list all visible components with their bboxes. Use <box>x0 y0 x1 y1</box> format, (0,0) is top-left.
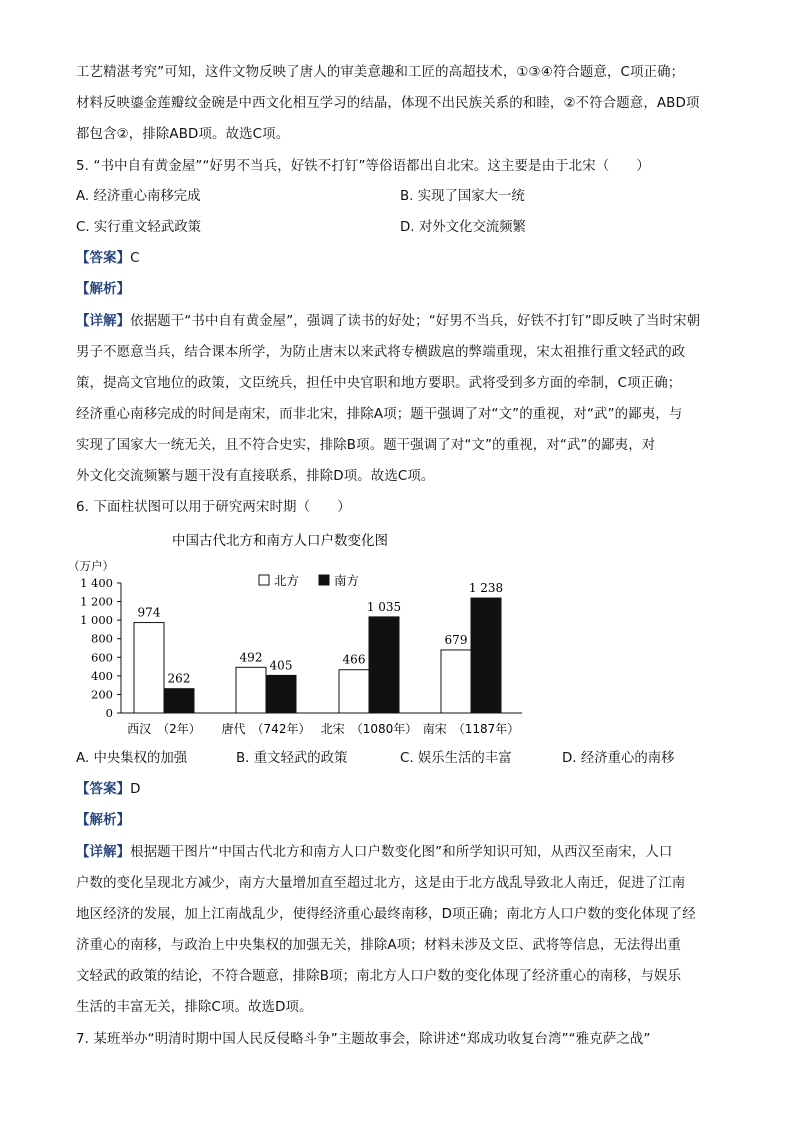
bar-value-label: 1 035 <box>366 599 402 614</box>
question-6-stem: 6. 下面柱状图可以用于研究两宋时期（ ） <box>76 500 351 515</box>
q6-detail-line: 户数的变化呈现北方减少，南方大量增加直至超过北方，这是由于北方战乱导致北人南迁，促进了江南 <box>76 876 686 891</box>
q5-option-c: C. 实行重文轻武政策 <box>76 220 201 235</box>
text-line: 材料反映鎏金莲瓣纹金碗是中西文化相互学习的结晶，体现不出民族关系的和睦，②不符合题意，ABD项 <box>76 96 700 111</box>
q5-detail-line: 经济重心南移完成的时间是南宋，而非北宋，排除A项；题干强调了对“文”的重视，对“武”的鄙夷，与 <box>76 407 683 422</box>
bar-north <box>441 650 471 713</box>
detail-tag: 【详解】 <box>76 845 131 860</box>
q5-detail-line <box>76 312 700 332</box>
q6-option-b: B. 重文轻武的政策 <box>236 751 348 766</box>
legend-label-north: 北方 <box>274 573 300 588</box>
bar-value-label: 974 <box>137 605 161 620</box>
bar-north <box>134 623 164 713</box>
legend-swatch-north <box>259 575 269 585</box>
q5-detail-line: 男子不愿意当兵，结合课本所学，为防止唐末以来武将专横跋扈的弊端重现，宋太祖推行重文轻武的政 <box>76 345 686 360</box>
legend-label-south: 南方 <box>334 573 360 588</box>
chart-title: 中国古代北方和南方人口户数变化图 <box>172 533 388 549</box>
bar-south <box>471 598 501 713</box>
q6-detail-line: 地区经济的发展，加上江南战乱少，使得经济重心最终南移，D项正确；南北方人口户数的变化体现了经 <box>76 907 696 922</box>
bar-south <box>164 689 194 713</box>
q6-detail-line: 生活的丰富无关，排除C项。故选D项。 <box>76 1000 313 1015</box>
q5-analysis-tag: 【解析】 <box>76 282 131 297</box>
q6-detail-line: 文轻武的政策的结论，不符合题意，排除B项；南北方人口户数的变化体现了经济重心的南移，与娱乐 <box>76 969 682 984</box>
y-tick-label: 1 400 <box>80 576 113 590</box>
text-line: 工艺精湛考究”可知，这件文物反映了唐人的审美意趣和工匠的高超技术，①③④符合题意，C项正确； <box>76 65 685 80</box>
q5-detail-line: 外文化交流频繁与题干没有直接联系，排除D项。故选C项。 <box>76 469 435 484</box>
q5-detail-line: 策，提高文官地位的政策，文臣统兵，担任中央官职和地方要职。武将受到多方面的牵制，C项正确； <box>76 376 682 391</box>
bar-south <box>266 675 296 713</box>
question-5-stem: 5. “书中自有黄金屋”“好男不当兵，好铁不打钉”等俗语都出自北宋。这主要是由于北宋（ ） <box>76 159 650 174</box>
x-category-label: 北宋 （1080年） <box>320 722 418 736</box>
bar-value-label: 405 <box>269 658 293 673</box>
answer-tag: 【答案】 <box>76 782 131 797</box>
q5-detail-line: 实现了国家大一统无关，且不符合史实，排除B项。题干强调了对“文”的重视，对“武”的鄙夷，对 <box>76 438 656 453</box>
q5-option-d: D. 对外文化交流频繁 <box>400 220 526 235</box>
answer-tag: 【答案】 <box>76 251 131 266</box>
bar-value-label: 466 <box>342 652 366 667</box>
q5-answer <box>76 249 140 269</box>
y-tick-label: 0 <box>105 706 113 720</box>
bar-north <box>339 670 369 713</box>
bar-chart <box>60 525 540 745</box>
legend-swatch-south <box>319 575 329 585</box>
x-category-label: 南宋 （1187年） <box>422 722 520 736</box>
chart-legend <box>259 573 359 588</box>
y-tick-label: 400 <box>91 668 113 683</box>
answer-value: D <box>130 782 141 797</box>
y-tick-label: 1 200 <box>80 594 113 609</box>
bar-value-label: 492 <box>239 650 263 665</box>
q6-detail-line: 济重心的南移，与政治上中央集权的加强无关，排除A项；材料未涉及文臣、武将等信息，无法得出重 <box>76 938 682 953</box>
y-tick-label: 200 <box>91 687 113 702</box>
q5-option-b: B. 实现了国家大一统 <box>400 189 525 204</box>
bar-south <box>369 617 399 713</box>
q6-analysis-tag: 【解析】 <box>76 813 131 828</box>
y-tick-label: 600 <box>91 650 113 665</box>
question-7-stem: 7. 某班举办“明清时期中国人民反侵略斗争”主题故事会，除讲述“郑成功收复台湾”“雅克萨之战” <box>76 1032 651 1047</box>
bar-north <box>236 667 266 713</box>
y-axis-label: （万户） <box>68 559 114 573</box>
bar-value-label: 262 <box>167 671 191 686</box>
q5-option-a: A. 经济重心南移完成 <box>76 189 201 204</box>
bar-value-label: 1 238 <box>468 581 504 596</box>
q6-detail-line <box>76 843 672 863</box>
x-category-label: 西汉 （2年） <box>127 722 201 736</box>
y-tick-label: 1 000 <box>80 613 113 628</box>
detail-text: 依据题干“书中自有黄金屋”，强调了读书的好处；“好男不当兵，好铁不打钉”即反映了当时宋朝 <box>130 314 701 329</box>
q6-option-c: C. 娱乐生活的丰富 <box>400 751 512 766</box>
answer-value: C <box>130 251 140 266</box>
x-category-label: 唐代 （742年） <box>221 722 311 736</box>
bar-value-label: 679 <box>444 632 468 647</box>
detail-text: 根据题干图片“中国古代北方和南方人口户数变化图”和所学知识可知，从西汉至南宋，人口 <box>130 845 673 860</box>
y-tick-label: 800 <box>91 631 113 646</box>
detail-tag: 【详解】 <box>76 314 131 329</box>
text-line: 都包含②，排除ABD项。故选C项。 <box>76 127 290 142</box>
q6-option-d: D. 经济重心的南移 <box>562 751 675 766</box>
q6-answer <box>76 780 141 800</box>
q6-option-a: A. 中央集权的加强 <box>76 751 188 766</box>
